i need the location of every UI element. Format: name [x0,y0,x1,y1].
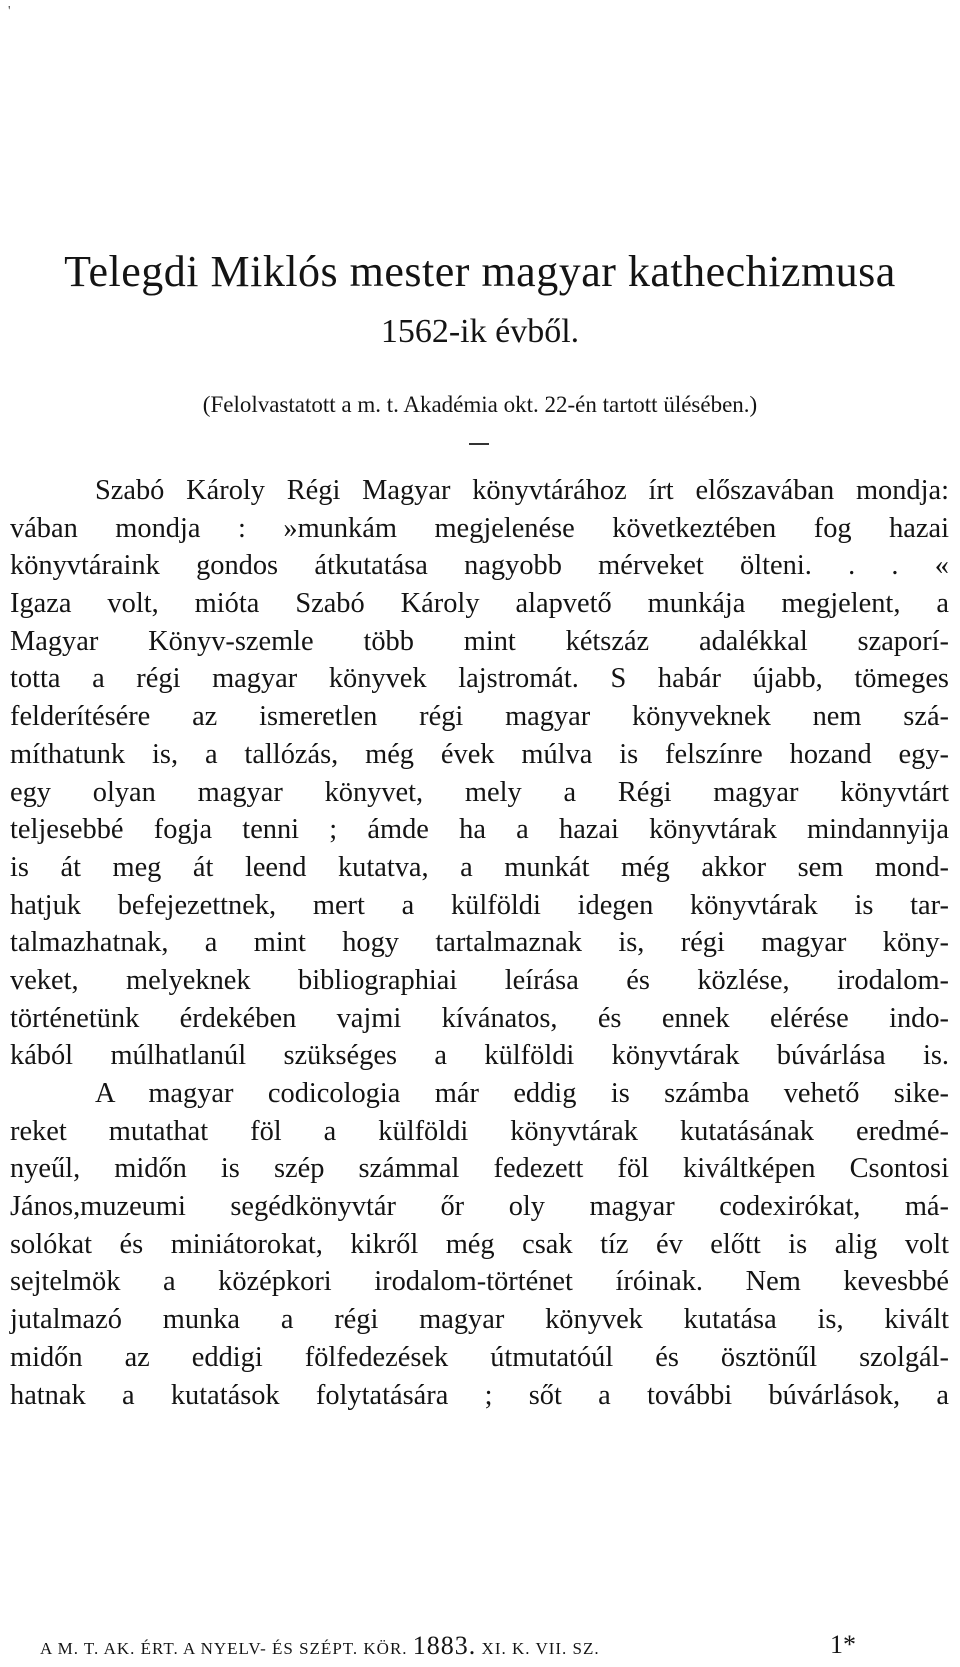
footer-volume: XI. K. VII. SZ. [481,1639,600,1658]
corner-mark: ' [8,4,11,19]
body-text [10,472,949,1414]
text-line: Magyar Könyv-szemle több mint kétszáz adalékkal szaporí- [10,625,949,657]
text-line: solókat és miniátorokat, kikről még csak tíz év előtt is alig volt [10,1228,949,1260]
footer-year: 1883. [412,1631,477,1660]
text-line: könyvtáraink gondos átkutatása nagyobb mérveket ölteni. . . « [10,550,949,582]
text-line: vában mondja : »munkám megjelenése következtében fog hazai [10,512,949,544]
text-line: felderítésére az ismeretlen régi magyar könyveknek nem szá- [10,701,949,733]
text-line: Igaza volt, mióta Szabó Károly alapvető munkája megjelent, a [10,588,949,620]
text-line: hatjuk befejezettnek, mert a külföldi idegen könyvtárak is tar- [10,889,949,921]
text-line: kából múlhatlanúl szükséges a külföldi könyvtárak búvárlása is. [10,1040,949,1072]
text-line: teljesebbé fogja tenni ; ámde ha a hazai könyvtárak mindannyija [10,814,949,846]
text-line: veket, melyeknek bibliographiai leírása és közlése, irodalom- [10,964,949,996]
document-subtitle: 1562-ik évből. [380,313,580,350]
document-title: Telegdi Miklós mester magyar kathechizmusa [64,247,896,296]
footer-series: A M. T. AK. ÉRT. A NYELV- ÉS SZÉPT. KÖR. [40,1639,408,1658]
section-separator [469,443,489,445]
text-line: jutalmazó munka a régi magyar könyvek kutatása is, kivált [10,1304,949,1336]
text-line: is át meg át leend kutatva, a munkát még akkor sem mond- [10,851,949,883]
text-line: hatnak a kutatások folytatására ; sőt a további búvárlások, a [10,1379,949,1411]
text-line: nyeűl, midőn is szép számmal fedezett föl kiváltképen Csontosi [10,1153,949,1185]
text-line: midőn az eddigi fölfedezések útmutatóúl és ösztönűl szolgál- [10,1341,949,1373]
text-line: totta a régi magyar könyvek lajstromát. S habár újabb, tömeges [10,663,949,695]
text-line: sejtelmök a középkori irodalom-történet íróinak. Nem kevesbbé [10,1266,949,1298]
signature-mark: 1* [830,1630,856,1659]
text-line: reket mutathat föl a külföldi könyvtárak kutatásának eredmé- [10,1115,949,1147]
page-footer [40,1632,940,1663]
text-line: míthatunk is, a tallózás, még évek múlva is felszínre hozand egy- [10,738,949,770]
text-line: Szabó Károly Régi Magyar könyvtárához írt előszavában mondja: [95,475,949,506]
reading-note: (Felolvastatott a m. t. Akadémia okt. 22-én tartott ülésében.) [202,392,758,417]
text-line: talmazhatnak, a mint hogy tartalmaznak is, régi magyar köny- [10,927,949,959]
text-line: János,muzeumi segédkönyvtár őr oly magyar codexirókat, má- [10,1191,949,1223]
text-line: egy olyan magyar könyvet, mely a Régi magyar könyvtárt [10,776,949,808]
text-line: történetünk érdekében vajmi kívánatos, és ennek elérése indo- [10,1002,949,1034]
text-line: A magyar codicologia már eddig is számba vehető sike- [95,1078,949,1109]
